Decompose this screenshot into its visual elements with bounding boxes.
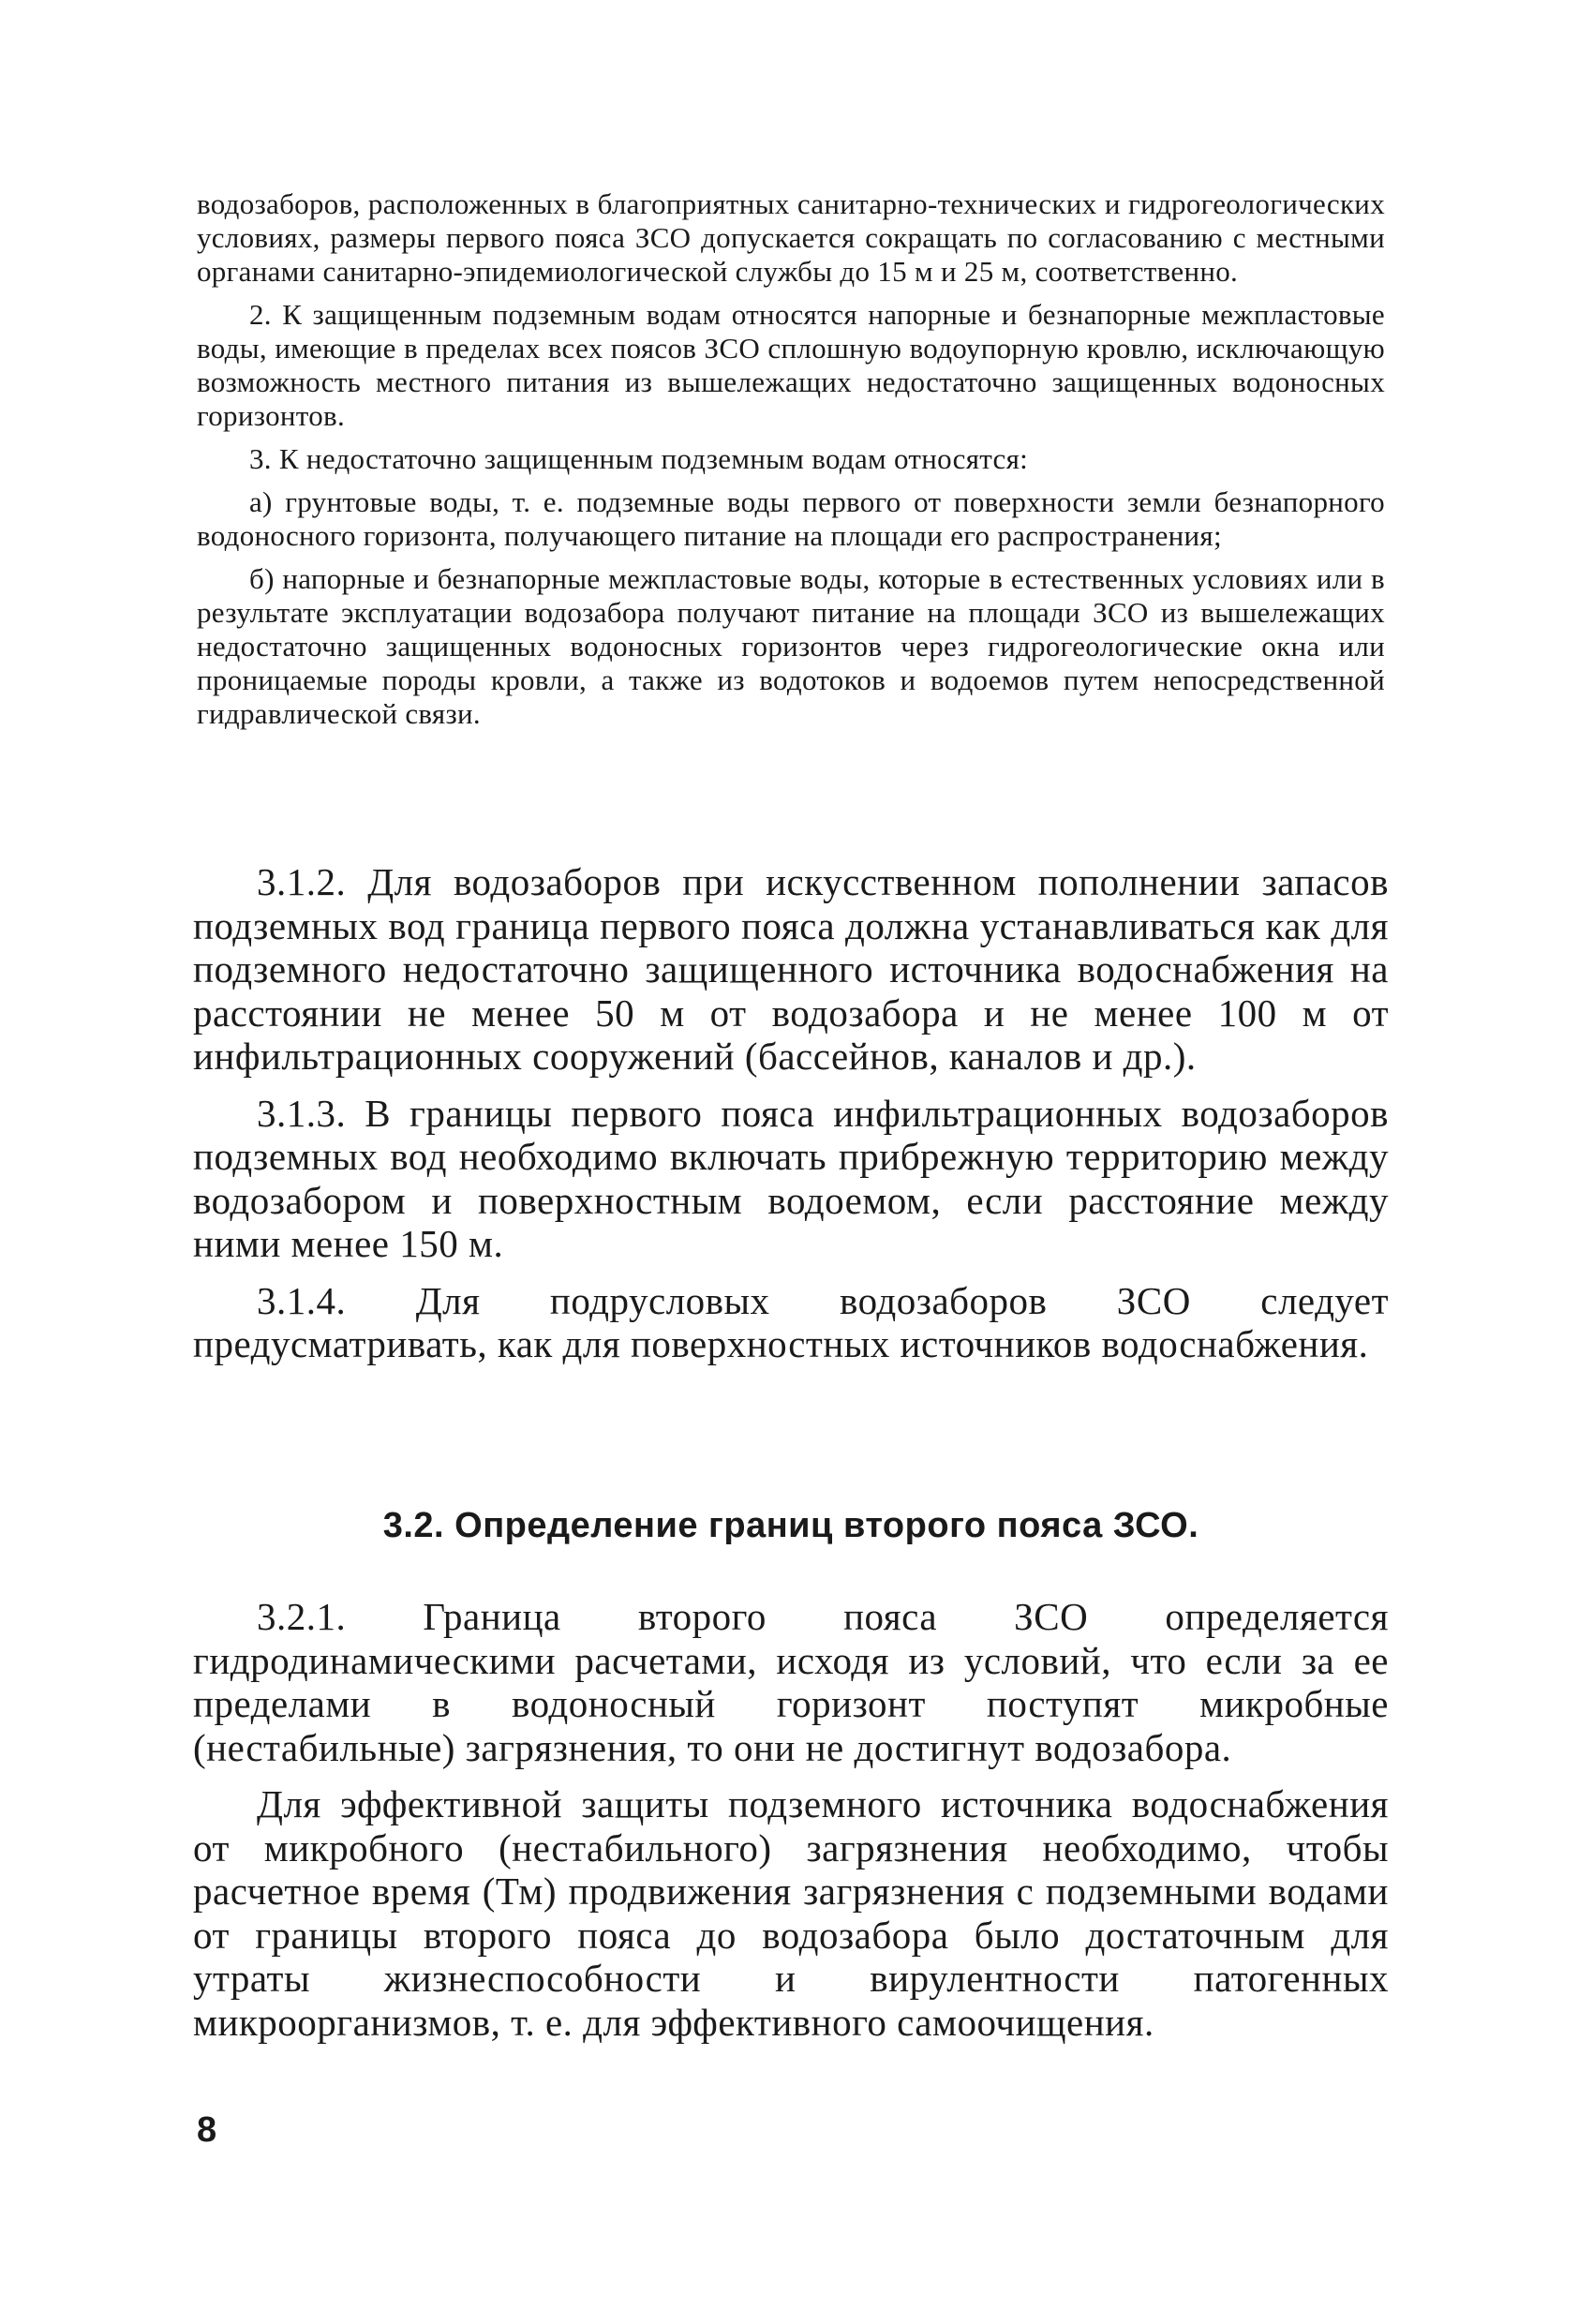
paragraph-item-b: б) напорные и безнапорные межпластовые воды, которые в естественных условиях или в результате эксплуатации водозабора получают питание на площади ЗСО из вышележащих недостаточно защищенных водоносных горизонтов через гидрогеологические окна или проницаемые породы кровли, а также из водотоков и водоемов путем непосредственной гидравлической связи. <box>197 562 1385 730</box>
paragraph-insufficiently-protected: 3. К недостаточно защищенным подземным водам относятся: <box>249 442 1029 475</box>
paragraph-protected-waters: 2. К защищенным подземным водам относятся напорные и безнапорные межпластовые воды, имеющие в пределах всех поясов ЗСО сплошную водоупорную кровлю, исключающую возможность местного питания из вышележащих недостаточно защищенных водоносных горизонтов. <box>197 298 1385 432</box>
paragraph-item-a: а) грунтовые воды, т. е. подземные воды первого от поверхности земли безнапорного водоносного горизонта, получающего питание на площади его распространения; <box>197 485 1385 552</box>
paragraph-effective-protection: Для эффективной защиты подземного источника водоснабжения от микробного (нестабильного) загрязнения необходимо, чтобы расчетное время (Тм) продвижения загрязнения с подземными водами от границы второго пояса до водозабора было достаточным для утраты жизнеспособности и вирулентности патогенных микроорганизмов, т. е. для эффективного самоочищения. <box>193 1782 1389 2044</box>
paragraph-sanitary-conditions: водозаборов, расположенных в благоприятных санитарно-технических и гидрогеологических условиях, размеры первого пояса ЗСО допускается сокращать по согласованию с местными органами санитарно-эпидемиологической службы до 15 м и 25 м, соответственно. <box>197 187 1385 288</box>
paragraph-3-1-4: 3.1.4. Для подрусловых водозаборов ЗСО следует предусматривать, как для поверхностных источников водоснабжения. <box>193 1278 1389 1365</box>
paragraph-3-2-1: 3.2.1. Граница второго пояса ЗСО определяется гидродинамическими расчетами, исходя из условий, что если за ее пределами в водоносный горизонт поступят микробные (нестабильные) загрязнения, то они не достигнут водозабора. <box>193 1595 1389 1769</box>
page-number: 8 <box>197 2110 217 2150</box>
paragraph-3-1-3: 3.1.3. В границы первого пояса инфильтрационных водозаборов подземных вод необходимо включать прибрежную территорию между водозабором и поверхностным водоемом, если расстояние между ними менее 150 м. <box>193 1091 1389 1265</box>
small-text-block <box>197 187 1385 731</box>
section-heading-3-2: 3.2. Определение границ второго пояса ЗСО. <box>382 1506 1199 1545</box>
paragraph-3-1-2: 3.1.2. Для водозаборов при искусственном пополнении запасов подземных вод граница первого пояса должна устанавливаться как для подземного недостаточно защищенного источника водоснабжения на расстоянии не менее 50 м от водозабора и не менее 100 м от инфильтрационных сооружений (бассейнов, каналов и др.). <box>193 860 1389 1078</box>
section-3-1-text <box>193 860 1389 1366</box>
section-3-2-text <box>193 1595 1389 2044</box>
